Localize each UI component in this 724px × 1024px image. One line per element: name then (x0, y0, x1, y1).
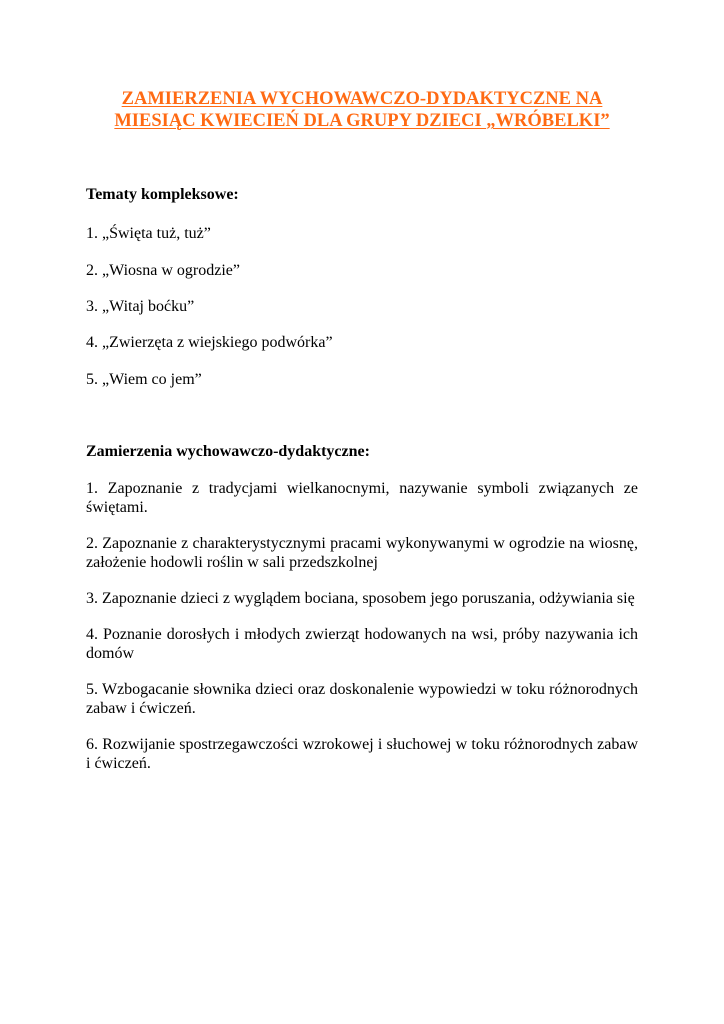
goals-heading: Zamierzenia wychowawczo-dydaktyczne: (86, 443, 370, 460)
topic-item-2: 2. „Wiosna w ogrodzie” (86, 262, 240, 279)
goal-item-1: 1. Zapoznanie z tradycjami wielkanocnymi, nazywanie symboli związanych ze świętami. (86, 480, 638, 516)
title-line-1: ZAMIERZENIA WYCHOWAWCZO-DYDAKTYCZNE NA (121, 89, 603, 109)
title-line-2: MIESIĄC KWIECIEŃ DLA GRUPY DZIECI „WRÓBELKI” (114, 111, 610, 131)
goal-item-6: 6. Rozwijanie spostrzegawczości wzrokowej i słuchowej w toku różnorodnych zabaw i ćwiczeń. (86, 736, 638, 772)
goal-item-3: 3. Zapoznanie dzieci z wyglądem bociana, sposobem jego poruszania, odżywiania się (86, 590, 635, 607)
document-title (86, 88, 638, 132)
topic-item-4: 4. „Zwierzęta z wiejskiego podwórka” (86, 334, 333, 351)
goals-list (86, 479, 638, 790)
topic-item-5: 5. „Wiem co jem” (86, 371, 202, 388)
topic-item-1: 1. „Święta tuż, tuż” (86, 225, 211, 242)
goal-item-4: 4. Poznanie dorosłych i młodych zwierząt hodowanych na wsi, próby nazywania ich domów (86, 626, 638, 662)
topics-heading: Tematy kompleksowe: (86, 186, 239, 203)
goal-item-2: 2. Zapoznanie z charakterystycznymi pracami wykonywanymi w ogrodzie na wiosnę, założenie hodowli roślin w sali przedszkolnej (86, 535, 638, 571)
goal-item-5: 5. Wzbogacanie słownika dzieci oraz doskonalenie wypowiedzi w toku różnorodnych zabaw i ćwiczeń. (86, 681, 638, 717)
topic-item-3: 3. „Witaj boćku” (86, 298, 195, 315)
